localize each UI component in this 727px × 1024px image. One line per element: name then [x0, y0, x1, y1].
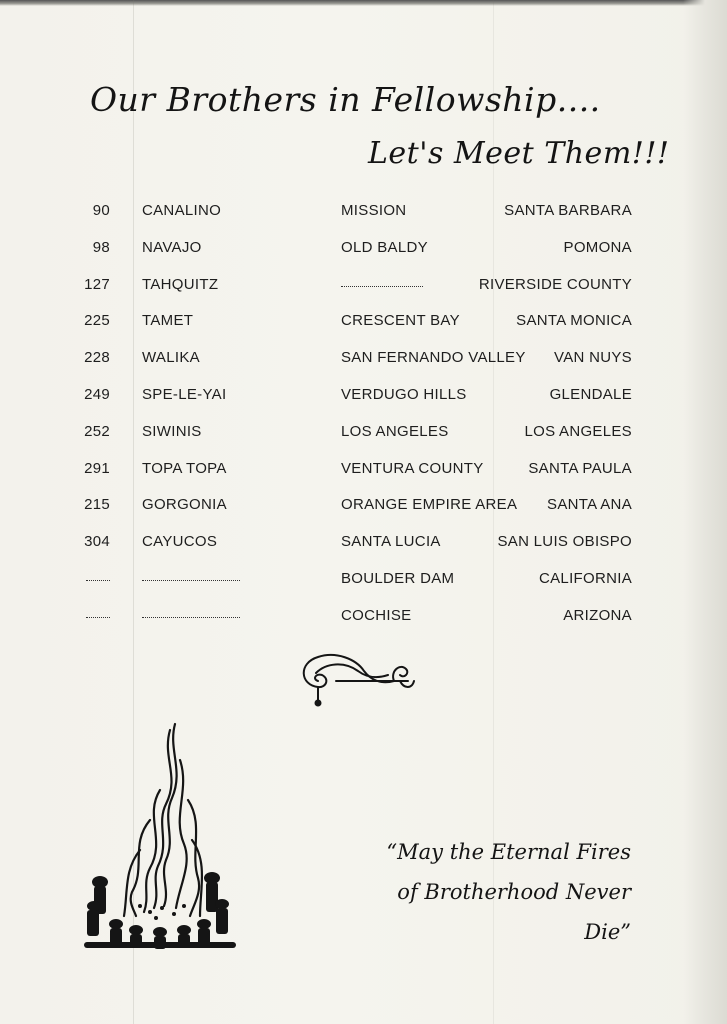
lodge-row [0, 607, 727, 629]
lodge-number: 215 [84, 496, 110, 514]
lodge-city: CALIFORNIA [538, 570, 632, 587]
heading-line-2: Let's Meet Them!!! [368, 136, 670, 171]
lodge-name: CAYUCOS [142, 533, 218, 551]
lodge-name: TOPA TOPA [142, 459, 227, 477]
lodge-city: VAN NUYS [554, 349, 632, 367]
lodge-city: SANTA ANA [547, 496, 632, 514]
lodge-number: 291 [84, 459, 110, 477]
lodge-number-blank-line [86, 617, 110, 618]
lodge-name: TAHQUITZ [142, 275, 219, 293]
lodge-city: ARIZONA [563, 606, 632, 624]
top-edge-shadow [0, 0, 727, 6]
lodge-row [0, 533, 727, 555]
lodge-row [0, 570, 727, 592]
lodge-row [0, 349, 727, 371]
lodge-area: SAN FERNANDO VALLEY [341, 349, 526, 367]
lodge-number: 252 [84, 422, 110, 440]
lodge-area: SANTA LUCIA [341, 533, 441, 551]
lodge-name-blank-line [142, 580, 240, 581]
quote-line-1: “May the Eternal Fires [386, 840, 631, 864]
lodge-row [0, 239, 727, 261]
lodge-name: SPE-LE-YAI [142, 386, 227, 403]
lodge-area: COCHISE [341, 606, 412, 624]
lodge-name: WALIKA [142, 349, 200, 367]
lodge-city: LOS ANGELES [524, 422, 632, 440]
lodge-row [0, 386, 727, 408]
lodge-area: BOULDER DAM [341, 570, 455, 587]
lodge-area: VERDUGO HILLS [341, 386, 467, 403]
lodge-row [0, 496, 727, 518]
campfire-circle-icon [80, 720, 240, 952]
lodge-name: CANALINO [142, 202, 222, 219]
lodge-city: SANTA PAULA [528, 459, 632, 477]
lodge-name: NAVAJO [142, 238, 202, 256]
lodge-number: 228 [84, 349, 110, 367]
lodge-area: OLD BALDY [341, 238, 428, 256]
lodge-name-blank-line [142, 617, 240, 618]
lodge-area: CRESCENT BAY [341, 312, 460, 330]
lodge-city: SANTA MONICA [516, 312, 632, 330]
lodge-name: SIWINIS [142, 422, 202, 440]
closing-quote [386, 832, 631, 952]
lodge-number: 90 [92, 202, 110, 219]
lodge-area: VENTURA COUNTY [341, 459, 484, 477]
lodge-area-blank-line [341, 286, 423, 287]
lodge-number: 127 [84, 275, 110, 293]
lodge-number: 249 [84, 386, 110, 403]
lodge-city: POMONA [563, 238, 632, 256]
lodge-area: ORANGE EMPIRE AREA [341, 496, 518, 514]
lodge-row [0, 423, 727, 445]
quote-line-2: of Brotherhood Never [397, 880, 631, 904]
scroll-ornament-icon [296, 645, 420, 707]
lodge-number: 98 [92, 238, 110, 256]
lodge-city: GLENDALE [549, 386, 632, 403]
lodge-row [0, 312, 727, 334]
lodge-city: SAN LUIS OBISPO [497, 533, 632, 551]
lodge-number: 225 [84, 312, 110, 330]
quote-line-3: Die” [584, 920, 631, 944]
lodge-area: MISSION [341, 202, 407, 219]
lodge-name: TAMET [142, 312, 194, 330]
lodge-number-blank-line [86, 580, 110, 581]
lodge-row [0, 202, 727, 224]
lodge-city: SANTA BARBARA [504, 202, 632, 219]
lodge-area: LOS ANGELES [341, 422, 449, 440]
lodge-row [0, 276, 727, 298]
lodge-number: 304 [84, 533, 110, 551]
heading-line-1: Our Brothers in Fellowship.... [90, 80, 601, 119]
lodge-city: RIVERSIDE COUNTY [478, 275, 632, 293]
lodge-name: GORGONIA [142, 496, 227, 514]
lodge-row [0, 460, 727, 482]
